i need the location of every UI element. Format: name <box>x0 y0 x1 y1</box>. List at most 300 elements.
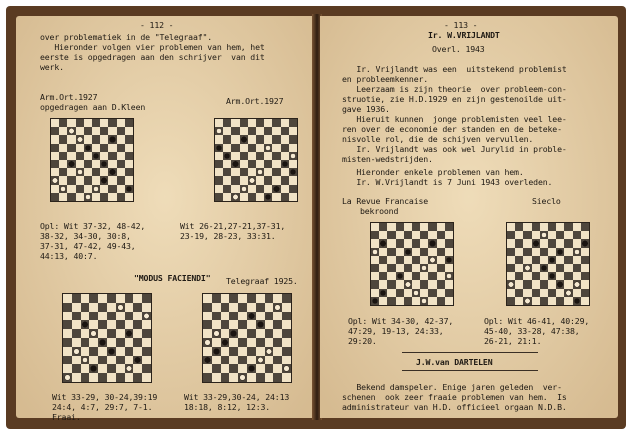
dark-square <box>63 303 72 312</box>
light-square <box>540 256 548 264</box>
problem1-solution-3: 37-31, 47-42, 49-43, <box>40 241 136 251</box>
light-square <box>125 356 134 365</box>
dark-square <box>548 239 556 247</box>
white-piece <box>371 248 379 256</box>
dark-square <box>281 144 289 152</box>
dark-square <box>437 297 445 305</box>
light-square <box>98 364 107 373</box>
light-square <box>396 231 404 239</box>
dark-square <box>221 356 230 365</box>
light-square <box>573 272 581 280</box>
light-square <box>108 127 116 135</box>
dark-square <box>256 119 264 127</box>
light-square <box>89 303 98 312</box>
dark-square <box>240 152 248 160</box>
light-square <box>240 144 248 152</box>
dark-square <box>523 231 531 239</box>
light-square <box>100 185 108 193</box>
dark-square <box>507 231 515 239</box>
dark-square <box>272 168 280 176</box>
intro-line-2: Hieronder volgen vier problemen van hem, het <box>40 42 265 52</box>
dark-square <box>117 144 125 152</box>
light-square <box>387 239 395 247</box>
bio-line-5: gave 1936. <box>342 104 390 114</box>
light-square <box>247 356 256 365</box>
problem5-solution-3: 29:20. <box>348 336 377 346</box>
black-piece <box>556 280 564 288</box>
dark-square <box>98 373 107 382</box>
light-square <box>67 168 75 176</box>
light-square <box>548 297 556 305</box>
dark-square <box>240 168 248 176</box>
light-square <box>108 193 116 201</box>
light-square <box>282 303 291 312</box>
dark-square <box>76 119 84 127</box>
dark-square <box>108 185 116 193</box>
light-square <box>92 127 100 135</box>
light-square <box>117 168 125 176</box>
light-square <box>573 256 581 264</box>
dark-square <box>581 223 589 231</box>
light-square <box>221 312 230 321</box>
light-square <box>581 264 589 272</box>
dark-square <box>289 185 297 193</box>
dark-square <box>51 160 59 168</box>
dark-square <box>51 127 59 135</box>
light-square <box>445 231 453 239</box>
light-square <box>556 223 564 231</box>
light-square <box>281 168 289 176</box>
light-square <box>72 320 81 329</box>
problem1-solution-2: 38-32, 34-30, 30:8, <box>40 231 131 241</box>
problemist-name: Ir. W.VRIJLANDT <box>428 30 500 40</box>
light-square <box>564 280 572 288</box>
light-square <box>223 176 231 184</box>
dark-square <box>240 119 248 127</box>
dark-square <box>420 231 428 239</box>
light-square <box>125 338 134 347</box>
light-square <box>256 312 265 321</box>
white-piece <box>76 135 84 143</box>
dark-square <box>98 356 107 365</box>
light-square <box>248 168 256 176</box>
dark-square <box>289 135 297 143</box>
light-square <box>59 193 67 201</box>
dark-square <box>59 135 67 143</box>
white-piece <box>428 256 436 264</box>
dark-square <box>379 272 387 280</box>
light-square <box>116 364 125 373</box>
light-square <box>92 193 100 201</box>
dark-square <box>248 193 256 201</box>
problem1-solution-1: Opl: Wit 37-32, 48-42, <box>40 221 146 231</box>
light-square <box>281 119 289 127</box>
black-piece <box>100 176 108 184</box>
dark-square <box>203 303 212 312</box>
bio-line-4: struotie, zie H.D.1929 en zijn gestenoilde uit- <box>342 94 567 104</box>
white-piece <box>507 280 515 288</box>
light-square <box>548 280 556 288</box>
intro-line-1: over problematiek in de "Telegraaf". <box>40 32 213 42</box>
white-piece <box>256 356 265 365</box>
light-square <box>67 185 75 193</box>
light-square <box>215 119 223 127</box>
light-square <box>523 239 531 247</box>
dark-square <box>223 135 231 143</box>
dark-square <box>248 144 256 152</box>
bio-line-11: Hieronder enkele problemen van hem. <box>342 167 524 177</box>
dark-square <box>256 373 265 382</box>
black-piece <box>92 152 100 160</box>
light-square <box>420 223 428 231</box>
light-square <box>229 320 238 329</box>
dark-square <box>221 320 230 329</box>
dark-square <box>81 303 90 312</box>
light-square <box>215 168 223 176</box>
light-square <box>289 176 297 184</box>
problem2-solution-2: 23-19, 28-23, 33:31. <box>180 231 276 241</box>
dark-square <box>229 294 238 303</box>
white-piece <box>523 264 531 272</box>
dark-square <box>125 294 134 303</box>
black-piece <box>573 297 581 305</box>
problem6-solution-1: Opl: Wit 46-41, 40:29, <box>484 316 590 326</box>
light-square <box>223 127 231 135</box>
light-square <box>256 127 264 135</box>
white-piece <box>203 338 212 347</box>
problem2-solution-1: Wit 26-21,27-21,37-31, <box>180 221 286 231</box>
white-piece <box>51 176 59 184</box>
light-square <box>412 264 420 272</box>
light-square <box>264 185 272 193</box>
light-square <box>89 320 98 329</box>
white-piece <box>404 280 412 288</box>
problem5-award: bekroond <box>360 206 399 216</box>
dark-square <box>523 248 531 256</box>
light-square <box>256 176 264 184</box>
dark-square <box>247 347 256 356</box>
light-square <box>108 176 116 184</box>
dark-square <box>281 193 289 201</box>
problem2-caption: Arm.Ort.1927 <box>226 96 284 106</box>
dark-square <box>84 127 92 135</box>
light-square <box>215 185 223 193</box>
dark-square <box>272 152 280 160</box>
light-square <box>240 193 248 201</box>
dark-square <box>92 135 100 143</box>
dark-square <box>107 294 116 303</box>
dark-square <box>215 160 223 168</box>
light-square <box>371 289 379 297</box>
dark-square <box>116 356 125 365</box>
problem6-solution-3: 26-21, 21:1. <box>484 336 542 346</box>
dark-square <box>256 185 264 193</box>
light-square <box>396 248 404 256</box>
light-square <box>404 289 412 297</box>
black-piece <box>272 185 280 193</box>
dark-square <box>89 312 98 321</box>
light-square <box>221 364 230 373</box>
light-square <box>289 144 297 152</box>
dark-square <box>412 256 420 264</box>
dark-square <box>273 338 282 347</box>
dark-square <box>133 373 142 382</box>
dark-square <box>420 280 428 288</box>
light-square <box>92 144 100 152</box>
light-square <box>117 185 125 193</box>
problem6-caption: Sieclo <box>532 196 561 206</box>
light-square <box>540 289 548 297</box>
light-square <box>89 356 98 365</box>
problem5-caption: La Revue Francaise <box>342 196 429 206</box>
light-square <box>273 329 282 338</box>
light-square <box>523 256 531 264</box>
light-square <box>203 364 212 373</box>
section-line-2: schenen ook zeer fraaie problemen van hem. Is <box>342 392 567 402</box>
dark-square <box>223 119 231 127</box>
light-square <box>404 223 412 231</box>
dark-square <box>247 329 256 338</box>
dark-square <box>412 272 420 280</box>
dark-square <box>428 289 436 297</box>
light-square <box>248 185 256 193</box>
dark-square <box>67 144 75 152</box>
light-square <box>238 364 247 373</box>
light-square <box>515 248 523 256</box>
dark-square <box>371 231 379 239</box>
light-square <box>92 160 100 168</box>
light-square <box>89 338 98 347</box>
bio-line-7: ren over de economie der standen en de beteke- <box>342 124 562 134</box>
light-square <box>437 256 445 264</box>
light-square <box>72 373 81 382</box>
dark-square <box>107 312 116 321</box>
light-square <box>515 264 523 272</box>
light-square <box>238 347 247 356</box>
white-piece <box>89 329 98 338</box>
light-square <box>282 356 291 365</box>
light-square <box>81 364 90 373</box>
dark-square <box>282 329 291 338</box>
black-piece <box>445 256 453 264</box>
light-square <box>379 280 387 288</box>
dark-square <box>556 297 564 305</box>
problem3-solution-2: 24:4, 4:7, 29:7, 7-1. <box>52 402 153 412</box>
dark-square <box>107 329 116 338</box>
light-square <box>515 297 523 305</box>
light-square <box>247 338 256 347</box>
black-piece <box>289 168 297 176</box>
problem3-caption: "MODUS FACIENDI" <box>134 273 211 283</box>
dark-square <box>100 127 108 135</box>
black-piece <box>89 364 98 373</box>
light-square <box>272 193 280 201</box>
light-square <box>142 356 151 365</box>
dark-square <box>98 303 107 312</box>
checkers-board-problem2 <box>214 118 298 202</box>
black-piece <box>133 356 142 365</box>
dark-square <box>265 329 274 338</box>
light-square <box>142 320 151 329</box>
dark-square <box>548 223 556 231</box>
light-square <box>289 160 297 168</box>
light-square <box>51 152 59 160</box>
black-piece <box>100 160 108 168</box>
dark-square <box>564 239 572 247</box>
problem4-caption: Telegraaf 1925. <box>226 276 298 286</box>
light-square <box>100 152 108 160</box>
black-piece <box>281 160 289 168</box>
light-square <box>273 312 282 321</box>
problem5-solution-1: Opl: Wit 34-30, 42-37, <box>348 316 454 326</box>
dark-square <box>445 223 453 231</box>
dark-square <box>63 356 72 365</box>
black-piece <box>581 239 589 247</box>
dark-square <box>581 256 589 264</box>
light-square <box>445 297 453 305</box>
dark-square <box>117 193 125 201</box>
left-page-number: - 112 - <box>140 20 174 30</box>
dark-square <box>203 320 212 329</box>
light-square <box>540 239 548 247</box>
light-square <box>59 176 67 184</box>
white-piece <box>84 193 92 201</box>
light-square <box>412 297 420 305</box>
dark-square <box>223 185 231 193</box>
dark-square <box>67 193 75 201</box>
black-piece <box>108 168 116 176</box>
dark-square <box>564 256 572 264</box>
dark-square <box>404 264 412 272</box>
white-piece <box>215 127 223 135</box>
intro-line-3: eerste is opgedragen aan den schrijver van dit <box>40 52 265 62</box>
dark-square <box>231 176 239 184</box>
light-square <box>282 338 291 347</box>
problem3-solution-1: Wit 33-29, 30-24,39:19 <box>52 392 158 402</box>
light-square <box>133 329 142 338</box>
dark-square <box>396 239 404 247</box>
white-piece <box>264 144 272 152</box>
light-square <box>556 272 564 280</box>
light-square <box>256 294 265 303</box>
bio-line-2: en probleemkenner. <box>342 74 429 84</box>
dark-square <box>437 264 445 272</box>
dark-square <box>221 373 230 382</box>
dark-square <box>59 152 67 160</box>
dark-square <box>116 320 125 329</box>
light-square <box>100 119 108 127</box>
light-square <box>76 160 84 168</box>
white-piece <box>67 127 75 135</box>
light-square <box>133 294 142 303</box>
dark-square <box>281 127 289 135</box>
light-square <box>540 272 548 280</box>
light-square <box>437 239 445 247</box>
bio-line-6: Hieruit kunnen jonge problemisten veel lee- <box>342 114 567 124</box>
light-square <box>281 152 289 160</box>
checkers-board-problem3 <box>62 293 152 383</box>
light-square <box>581 248 589 256</box>
light-square <box>379 297 387 305</box>
dark-square <box>515 239 523 247</box>
white-piece <box>116 303 125 312</box>
light-square <box>264 135 272 143</box>
dark-square <box>92 119 100 127</box>
dark-square <box>248 160 256 168</box>
dark-square <box>125 135 133 143</box>
dark-square <box>273 356 282 365</box>
problem6-solution-2: 45-40, 33-28, 47:38, <box>484 326 580 336</box>
light-square <box>116 312 125 321</box>
bio-line-10: misten-wedstrijden. <box>342 154 433 164</box>
white-piece <box>523 297 531 305</box>
dark-square <box>404 297 412 305</box>
dark-square <box>396 223 404 231</box>
light-square <box>387 289 395 297</box>
light-square <box>273 347 282 356</box>
dark-square <box>229 312 238 321</box>
light-square <box>76 193 84 201</box>
right-page-number: - 113 - <box>444 20 478 30</box>
section-line-1: Bekend damspeler. Enige jaren geleden ver- <box>342 382 562 392</box>
white-piece <box>445 272 453 280</box>
light-square <box>272 127 280 135</box>
white-piece <box>573 280 581 288</box>
black-piece <box>107 347 116 356</box>
white-piece <box>412 289 420 297</box>
light-square <box>420 272 428 280</box>
light-square <box>548 231 556 239</box>
light-square <box>437 272 445 280</box>
light-square <box>532 297 540 305</box>
dark-square <box>507 297 515 305</box>
light-square <box>215 152 223 160</box>
dark-square <box>532 223 540 231</box>
light-square <box>420 239 428 247</box>
light-square <box>107 373 116 382</box>
light-square <box>212 320 221 329</box>
dark-square <box>89 347 98 356</box>
light-square <box>371 272 379 280</box>
light-square <box>221 294 230 303</box>
white-piece <box>573 248 581 256</box>
light-square <box>256 193 264 201</box>
dark-square <box>67 176 75 184</box>
section-rule-top <box>402 352 538 353</box>
dark-square <box>282 294 291 303</box>
white-piece <box>282 364 291 373</box>
black-piece <box>404 248 412 256</box>
dark-square <box>581 289 589 297</box>
light-square <box>81 347 90 356</box>
light-square <box>371 256 379 264</box>
bio-line-12: Ir. W.Vrijlandt is 7 Juni 1943 overleden. <box>342 177 553 187</box>
dark-square <box>125 168 133 176</box>
dark-square <box>116 338 125 347</box>
white-piece <box>142 312 151 321</box>
white-piece <box>256 168 264 176</box>
dark-square <box>265 364 274 373</box>
light-square <box>63 347 72 356</box>
light-square <box>92 176 100 184</box>
light-square <box>265 303 274 312</box>
light-square <box>404 272 412 280</box>
dark-square <box>117 160 125 168</box>
light-square <box>273 294 282 303</box>
dark-square <box>532 289 540 297</box>
light-square <box>564 264 572 272</box>
light-square <box>396 280 404 288</box>
